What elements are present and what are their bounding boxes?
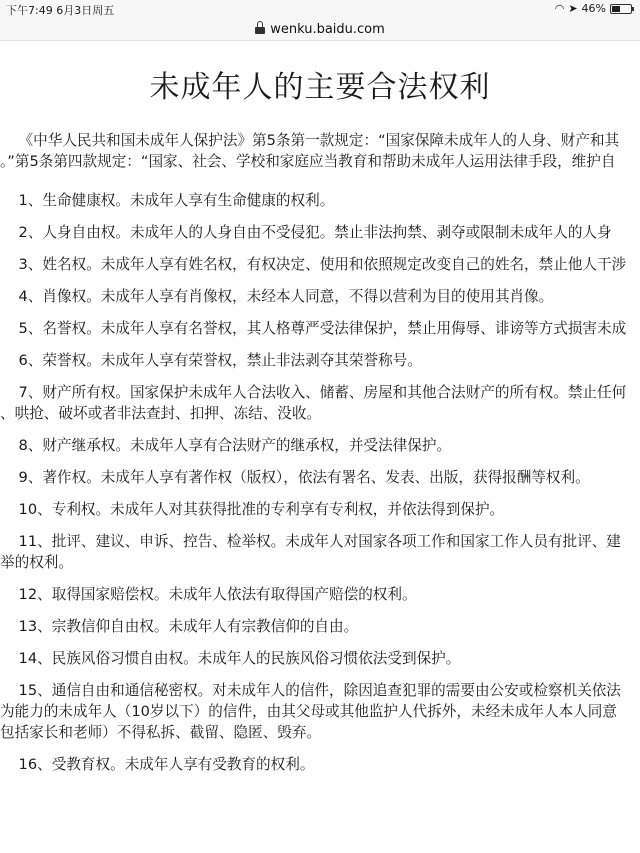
- list-item: [0, 254, 640, 275]
- list-item-line: 1、生命健康权。未成年人享有生命健康的权利。: [0, 192, 335, 209]
- list-item-line: 15、通信自由和通信秘密权。对未成年人的信件，除因追查犯罪的需要由公安或检察机关依法: [0, 682, 621, 699]
- list-item: [0, 616, 640, 637]
- intro-paragraph: [0, 130, 640, 190]
- list-item-line: 16、受教育权。未成年人享有受教育的权利。: [0, 756, 315, 773]
- status-bar: [0, 0, 640, 18]
- list-item: [0, 467, 640, 488]
- list-item: [0, 350, 640, 371]
- battery-percent: 46%: [581, 2, 606, 15]
- document-body: [0, 130, 640, 775]
- list-item-line: 、哄抢、破坏或者非法查封、扣押、冻结、没收。: [0, 405, 322, 422]
- intro-line: 。”第5条第四款规定：“国家、社会、学校和家庭应当教育和帮助未成年人运用法律手段，维护自: [0, 153, 616, 170]
- list-item-line: 为能力的未成年人（10岁以下）的信件，由其父母或其他监护人代拆外，未经未成年人本人同意: [0, 703, 617, 720]
- list-item-line: 5、名誉权。未成年人享有名誉权，其人格尊严受法律保护，禁止用侮辱、诽谤等方式损害未成: [0, 320, 627, 337]
- list-item: [0, 190, 640, 211]
- location-icon: ➤: [568, 2, 578, 15]
- list-item: [0, 435, 640, 456]
- list-item: [0, 499, 640, 520]
- list-item: [0, 680, 640, 743]
- list-item: [0, 222, 640, 243]
- list-item-line: 7、财产所有权。国家保护未成年人合法收入、储蓄、房屋和其他合法财产的所有权。禁止任何: [0, 384, 627, 401]
- list-item-line: 2、人身自由权。未成年人的人身自由不受侵犯。禁止非法拘禁、剥夺或限制未成年人的人身: [0, 224, 612, 241]
- list-item-line: 10、专利权。未成年人对其获得批准的专利享有专利权，并依法得到保护。: [0, 501, 505, 518]
- list-item-line: 举的权利。: [0, 554, 73, 571]
- list-item: [0, 531, 640, 573]
- list-item-line: 13、宗教信仰自由权。未成年人有宗教信仰的自由。: [0, 618, 359, 635]
- rights-list: [0, 190, 640, 775]
- list-item-line: 9、著作权。未成年人享有著作权（版权），依法有署名、发表、出版，获得报酬等权利。: [0, 469, 590, 486]
- list-item-line: 6、荣誉权。未成年人享有荣誉权，禁止非法剥夺其荣誉称号。: [0, 352, 422, 369]
- list-item: [0, 648, 640, 669]
- page-title: 未成年人的主要合法权利: [149, 70, 491, 105]
- status-time-date: 下午7:49 6月3日周五: [6, 4, 115, 17]
- list-item-line: 包括家长和老师）不得私拆、截留、隐匿、毁弃。: [0, 724, 322, 741]
- battery-level: [612, 6, 620, 12]
- lock-icon: [255, 24, 265, 34]
- list-item-line: 4、肖像权。未成年人享有肖像权，未经本人同意，不得以营利为目的使用其肖像。: [0, 288, 554, 305]
- list-item: [0, 584, 640, 605]
- status-right: [555, 2, 632, 15]
- address-bar[interactable]: [0, 18, 640, 41]
- list-item-line: 11、批评、建议、申诉、控告、检举权。未成年人对国家各项工作和国家工作人员有批评、建: [0, 533, 621, 550]
- battery-icon: [610, 4, 632, 14]
- intro-line: 《中华人民共和国未成年人保护法》第5条第一款规定：“国家保障未成年人的人身、财产和其: [0, 132, 620, 149]
- wifi-icon: ◠: [554, 2, 565, 15]
- list-item: [0, 382, 640, 424]
- list-item-line: 14、民族风俗习惯自由权。未成年人的民族风俗习惯依法受到保护。: [0, 650, 461, 667]
- url-domain[interactable]: wenku.baidu.com: [270, 21, 385, 37]
- list-item: [0, 286, 640, 307]
- document-page: [0, 40, 640, 853]
- list-item-line: 12、取得国家赔偿权。未成年人依法有取得国产赔偿的权利。: [0, 586, 417, 603]
- list-item: [0, 754, 640, 775]
- list-item-line: 8、财产继承权。未成年人享有合法财产的继承权，并受法律保护。: [0, 437, 452, 454]
- list-item: [0, 318, 640, 339]
- list-item-line: 3、姓名权。未成年人享有姓名权，有权决定、使用和依照规定改变自己的姓名，禁止他人干涉: [0, 256, 627, 273]
